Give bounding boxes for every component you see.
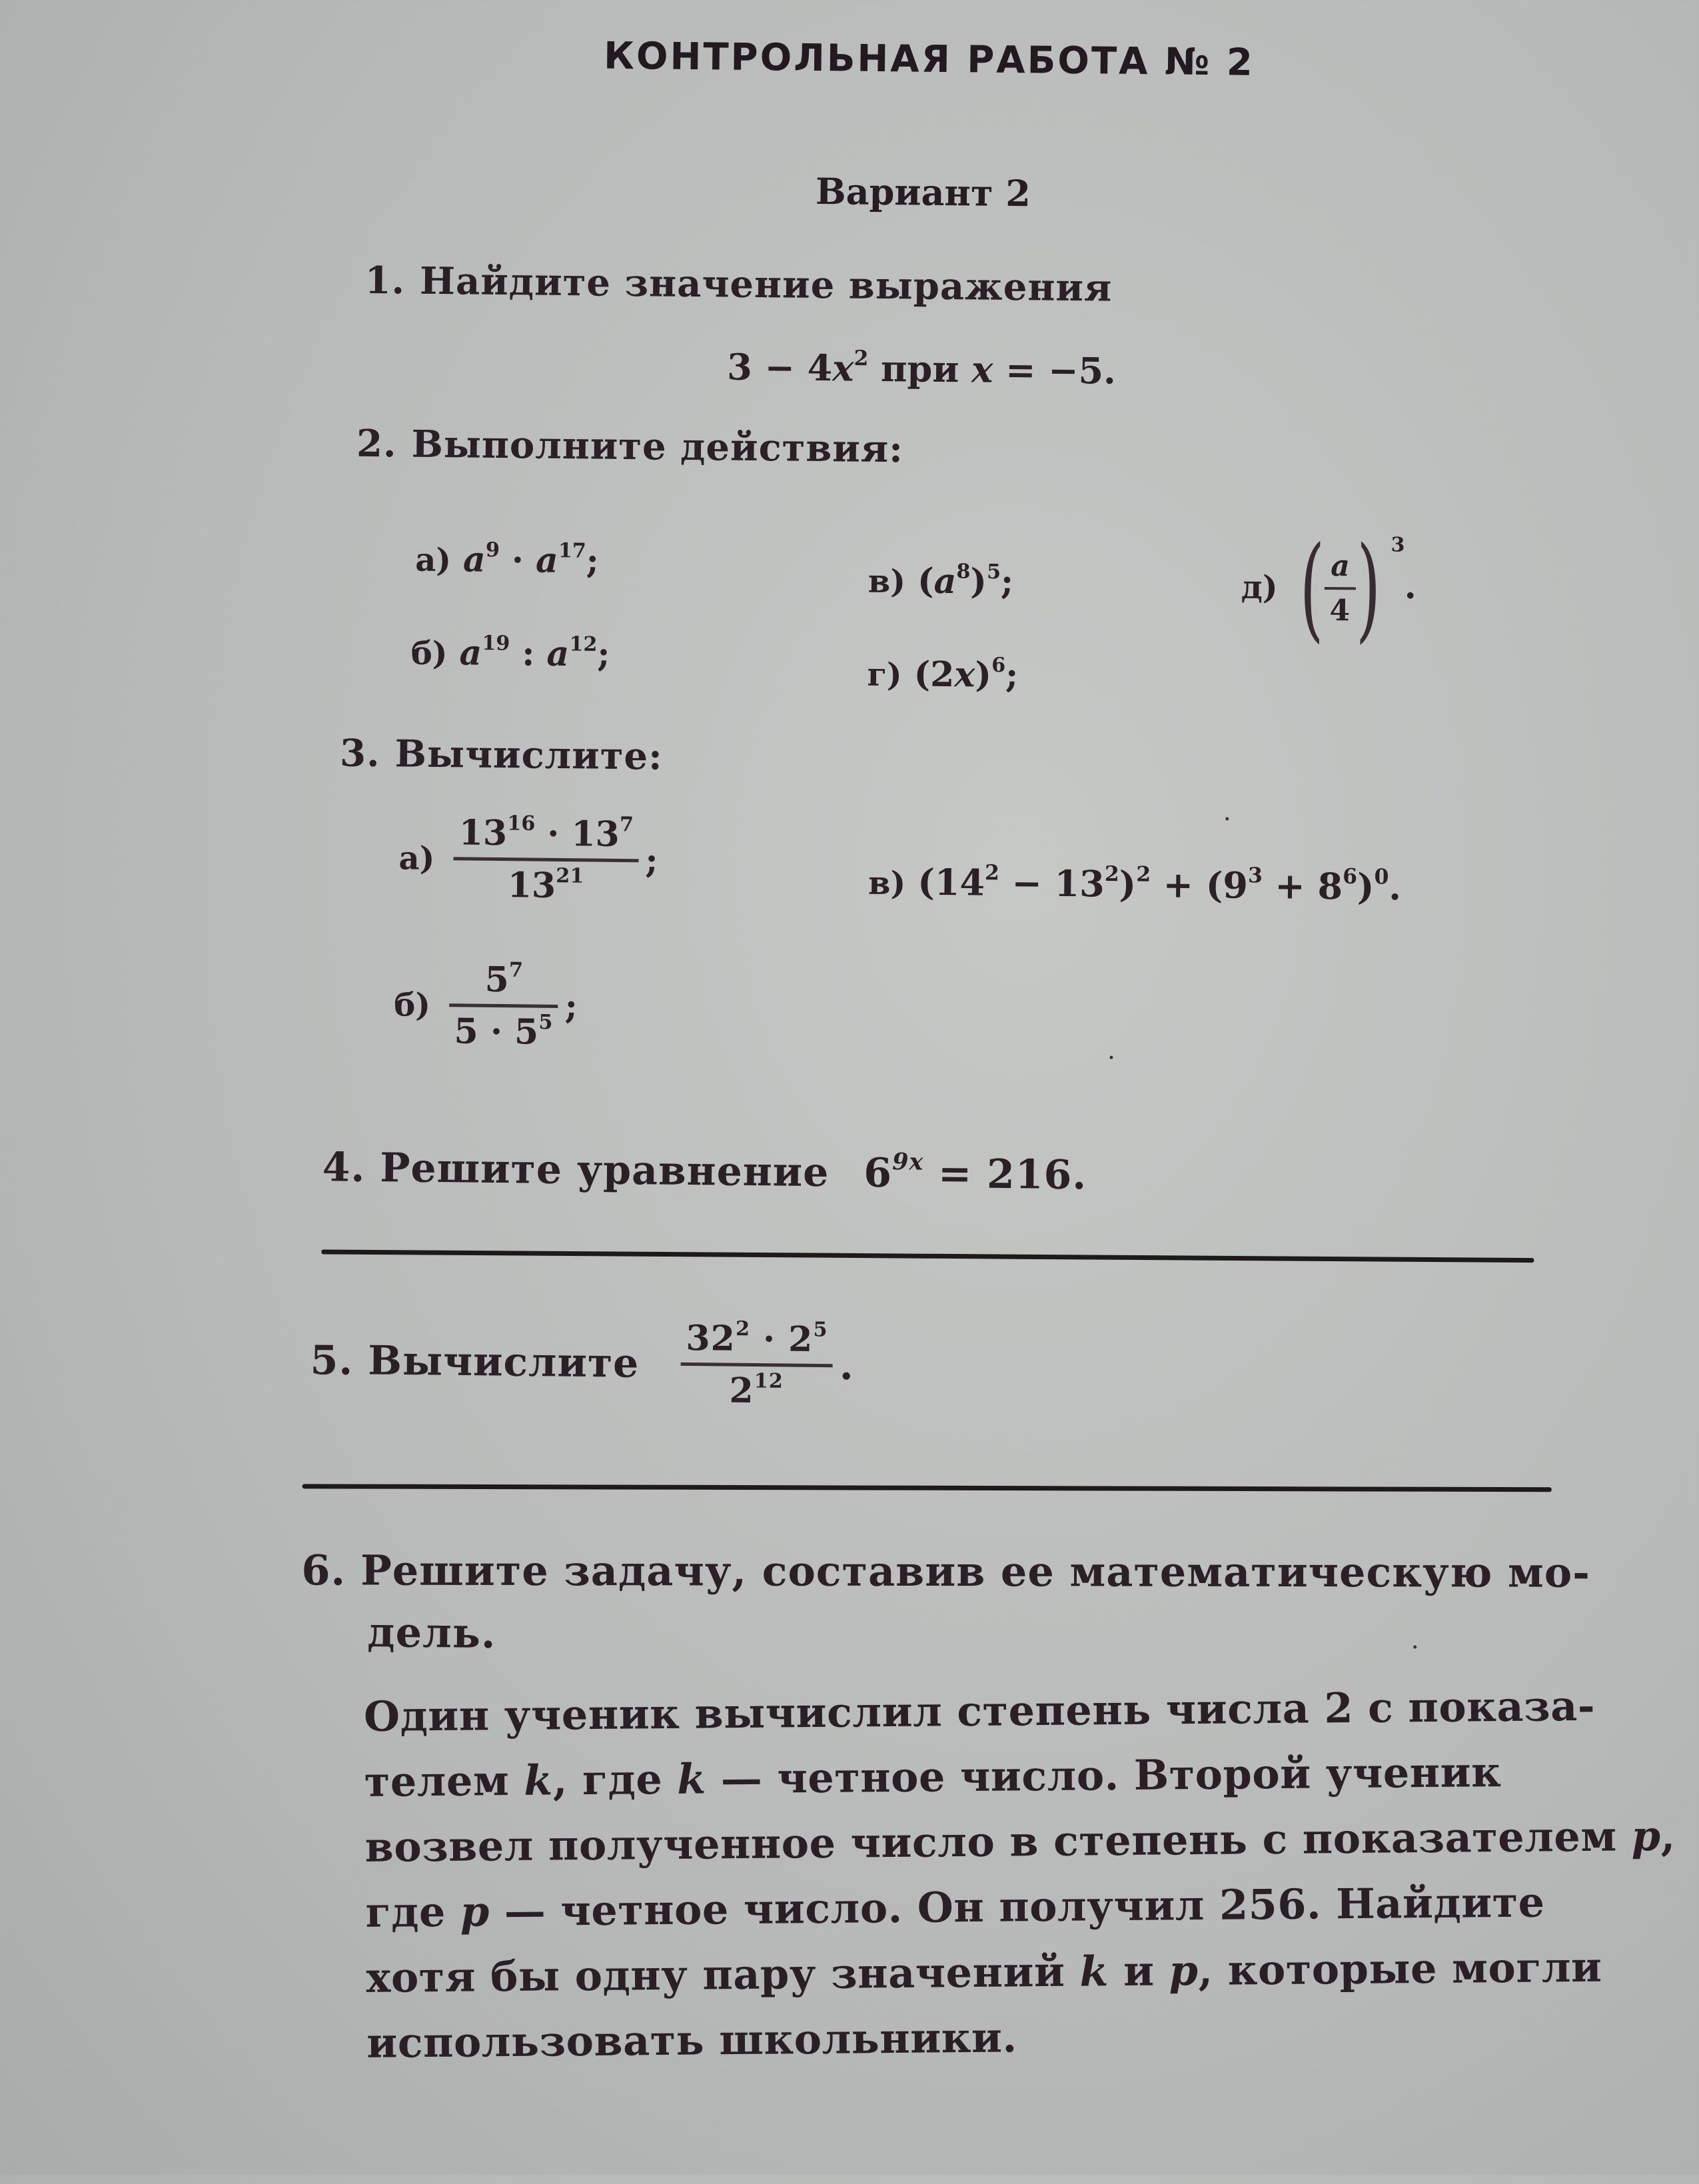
paper-speck xyxy=(1225,817,1229,820)
task-5-heading: 5. Вычислите $32^2 \cdot 2^5$ $2^{12}$ . xyxy=(310,1317,855,1412)
task-3a: а) $13^{16} \cdot 13^7$ $13^{21}$ ; xyxy=(398,812,658,906)
task-6-body xyxy=(364,1673,1678,2076)
task-title: Вычислите: xyxy=(394,732,664,779)
task-title: Выполните действия: xyxy=(411,422,904,472)
fraction: a 4 xyxy=(1324,549,1356,628)
task-2b: б) $a^{19}$ : $a^{12}$; xyxy=(410,632,610,675)
task-title: Найдите значение выражения xyxy=(419,259,1113,310)
task-1-expression: $3 - 4x^2$ при x = −5. xyxy=(726,345,1117,392)
body-line: где p — четное число. Он получил 256. Найдите xyxy=(365,1878,1545,1937)
task-title: Решите уравнение xyxy=(379,1145,830,1197)
task-3v: в) $(14^2 - 13^2)^2 + (9^3 + 8^6)^0$. xyxy=(867,860,1402,909)
body-line: телем k, где k — четное число. Второй ученик xyxy=(364,1748,1502,1806)
task-2v: в) $(a^8)^5$; xyxy=(867,560,1014,603)
body-line: использовать школьники. xyxy=(366,2013,1017,2067)
task-title: Вычислите xyxy=(367,1337,640,1387)
fraction: $13^{16} \cdot 13^7$ $13^{21}$ xyxy=(453,812,639,907)
task-number: 3. xyxy=(339,731,381,776)
task-4-equation: $6^{9x} = 216$. xyxy=(863,1148,1087,1199)
task-2a: а) $a^9 \cdot a^{17}$; xyxy=(414,538,600,582)
task-3-heading xyxy=(340,731,663,778)
task-number: 5. xyxy=(310,1337,354,1384)
variant-heading: Вариант 2 xyxy=(815,169,1031,215)
task-title: Решите задачу, составив ее математическую мо- xyxy=(360,1546,1590,1597)
body-line: Один ученик вычислил степень числа 2 с показа- xyxy=(363,1681,1596,1741)
task-number: 6. xyxy=(301,1546,346,1595)
paper-speck xyxy=(1109,1056,1113,1059)
task-2-heading xyxy=(356,422,904,472)
task-5-fraction: $32^2 \cdot 2^5$ $2^{12}$ xyxy=(680,1318,833,1412)
body-line: возвел полученное число в степень с показателем p, xyxy=(364,1811,1676,1872)
task-6-heading-cont: дель. xyxy=(367,1608,496,1658)
document-title: КОНТРОЛЬНАЯ РАБОТА № 2 xyxy=(603,34,1255,85)
task-2g: г) $(2x)^6$; xyxy=(867,654,1019,696)
fraction: $5^7$ $5 \cdot 5^5$ xyxy=(448,959,558,1053)
body-line: хотя бы одну пару значений k и p, которые могли xyxy=(366,1942,1602,2002)
task-6-heading xyxy=(301,1546,1590,1596)
right-paren: ) xyxy=(1355,522,1381,655)
task-number: 4. xyxy=(322,1144,366,1191)
task-1-heading xyxy=(364,259,1112,310)
left-paren: ( xyxy=(1299,522,1325,654)
separator-line xyxy=(302,1484,1552,1492)
task-4-heading xyxy=(322,1144,1087,1199)
paper-speck xyxy=(1413,1645,1416,1648)
task-number: 1. xyxy=(364,258,406,303)
task-3b: б) $5^7$ $5 \cdot 5^5$ ; xyxy=(393,958,578,1053)
task-2d: д) ( a 4 ) $^3$. xyxy=(1241,522,1417,655)
separator-line xyxy=(321,1249,1534,1263)
task-number: 2. xyxy=(356,421,397,466)
